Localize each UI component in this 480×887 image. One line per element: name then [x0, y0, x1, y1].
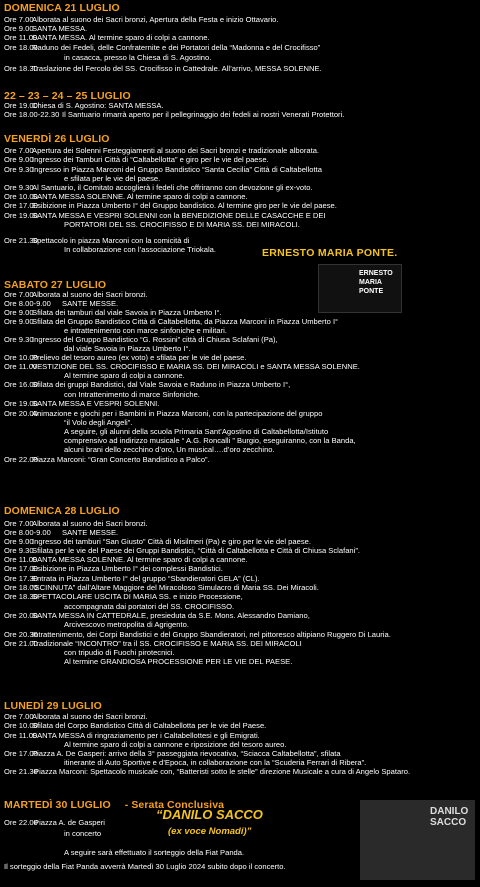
- event-description: SANTA MESSA SOLENNE. Al termine sparo di colpi a cannone.: [32, 192, 248, 201]
- time-label: Ore 9.00: [4, 537, 34, 546]
- time-label: Ore 17.00: [4, 201, 38, 210]
- program-line: [4, 308, 222, 317]
- event-description: Raduno dei Fedeli, delle Confraternite e dei Portatori della “Madonna e del Crocifisso”: [32, 43, 321, 52]
- event-description: “il Volo degli Angeli”.: [64, 418, 133, 427]
- time-label: Ore 11.00: [4, 731, 38, 740]
- program-line: [4, 15, 279, 24]
- event-description: Traslazione del Fercolo del SS. Crocifisso in Cattedrale. All’arrivo, MESSA SOLENNE.: [32, 64, 322, 73]
- program-line: [4, 245, 216, 254]
- program-line: [4, 146, 319, 155]
- event-description: Chiesa di S. Agostino: SANTA MESSA.: [32, 101, 164, 110]
- danilo-photo-caption: DANILO SACCO: [430, 806, 469, 828]
- time-label: Ore 8.00-9.00: [4, 299, 51, 308]
- event-description: Sfilata per le vie del Paese dei Gruppi Bandistici, “Città di Caltabellotta e Città di Chiusa Sclafani”.: [32, 546, 360, 555]
- event-description: “SCINNUTA” dall’Altare Maggiore del Miracoloso Simulacro di Maria SS. Dei Miracoli.: [32, 583, 319, 592]
- day-header-27: SABATO 27 LUGLIO: [4, 279, 107, 291]
- time-label: Ore 16.00: [4, 380, 38, 389]
- ernesto-photo-caption: ERNESTO MARIA PONTE: [359, 270, 393, 295]
- day-header-28: DOMENICA 28 LUGLIO: [4, 505, 120, 517]
- program-line: [4, 409, 322, 418]
- time-label: Ore 11.00: [4, 362, 38, 371]
- event-description: Esibizione in Piazza Umberto I° dei complessi Bandistici.: [32, 564, 223, 573]
- event-description: con tripudio di Fuochi pirotecnici.: [64, 648, 175, 657]
- event-description: Al Santuario, il Comitato accoglierà i fedeli che offriranno con devozione gli ex-voto.: [32, 183, 313, 192]
- time-label: Ore 19.00: [4, 399, 38, 408]
- event-description: VESTIZIONE DEL SS. CROCIFISSO E MARIA SS. DEI MIRACOLI e SANTA MESSA SOLENNE.: [32, 362, 360, 371]
- event-description: Entrata in Piazza Umberto I° del gruppo “Sbandieratori GELA” (CL).: [32, 574, 260, 583]
- program-line: [4, 712, 148, 721]
- program-line: [4, 537, 311, 546]
- event-description: e sfilata per le vie del paese.: [64, 174, 161, 183]
- time-label: Ore 9.30: [4, 335, 34, 344]
- event-description: SPETTACOLARE USCITA DI MARIA SS. e inizio Processione,: [32, 592, 243, 601]
- program-line: [4, 848, 244, 857]
- event-description: SANTA MESSA SOLENNE. Al termine sparo di colpi a cannone.: [32, 555, 248, 564]
- program-line: [4, 436, 356, 445]
- time-label: Ore 19.00: [4, 101, 38, 110]
- program-line: [4, 24, 87, 33]
- program-line: [4, 174, 160, 183]
- program-line: [4, 390, 200, 399]
- program-line: [4, 731, 260, 740]
- program-line: [4, 64, 322, 73]
- time-label: Ore 9.30: [4, 165, 34, 174]
- event-description: Il Santuario rimarrà aperto per il pellegrinaggio dei fedeli ai nostri Venerati Protettori.: [62, 110, 345, 119]
- event-description: SANTA MESSA IN CATTEDRALE, presieduta da S.E. Mons. Alessandro Damiano,: [32, 611, 310, 620]
- ernesto-photo: [318, 264, 402, 313]
- program-line: [4, 290, 148, 299]
- event-description: Piazza Marconi: “Gran Concerto Bandistico a Palco”.: [32, 455, 210, 464]
- program-line: [4, 546, 360, 555]
- program-line: [4, 299, 118, 308]
- time-label: Ore 11.00: [4, 555, 38, 564]
- event-description: SANTA MESSA di ringraziamento per i Caltabellottesi e gli Emigrati.: [32, 731, 260, 740]
- nomadi-note: (ex voce Nomadi)”: [168, 826, 252, 837]
- program-line: [4, 165, 322, 174]
- program-line: [4, 630, 391, 639]
- program-line: [4, 362, 360, 371]
- time-label: Ore 9.00: [4, 317, 34, 326]
- time-label: Ore 9.30: [4, 183, 34, 192]
- event-description: Alborata al suono dei Sacri bronzi, Apertura della Festa e inizio Ottavario.: [32, 15, 279, 24]
- event-description: Ingresso del Gruppo Bandistico “G. Rossini” città di Chiusa Sclafani (Pa),: [32, 335, 278, 344]
- event-description: Al termine GRANDIOSA PROCESSIONE PER LE VIE DEL PAESE.: [64, 657, 293, 666]
- program-line: [4, 53, 211, 62]
- event-description: Apertura dei Solenni Festeggiamenti al suono dei Sacri bronzi e tradizionale alborata.: [32, 146, 320, 155]
- time-label: Ore 17.30: [4, 574, 38, 583]
- time-label: Ore 10.00: [4, 353, 38, 362]
- event-description: A seguire sarà effettuato il sorteggio della Fiat Panda.: [64, 848, 245, 857]
- time-label: Ore 18.00: [4, 583, 38, 592]
- event-description: PORTATORI DEL SS. CROCIFISSO E DI MARIA SS. DEI MIRACOLI.: [64, 220, 300, 229]
- program-line: [4, 583, 319, 592]
- event-description: Esibizione in Piazza Umberto I° del Gruppo bandistico. Al termine giro per le vie del paese.: [32, 201, 337, 210]
- time-label: Ore 21.00: [4, 639, 38, 648]
- time-label: Ore 7.00: [4, 15, 34, 24]
- day-header-26: VENERDÌ 26 LUGLIO: [4, 133, 110, 145]
- time-label: Ore 21.30: [4, 236, 38, 245]
- program-line: [4, 201, 337, 210]
- event-description: Ingresso dei tamburi “San Giusto” Città di Misilmeri (Pa) e giro per le vie del paese.: [32, 537, 311, 546]
- program-line: [4, 749, 341, 758]
- event-description: Prelievo del tesoro aureo (ex voto) e sfilata per le vie del paese.: [32, 353, 247, 362]
- program-line: [4, 427, 328, 436]
- event-description: Intrattenimento, dei Corpi Bandistici e del Gruppo Sbandieratori, nel pittoresco altipiano Ruggero Di Lauria.: [32, 630, 391, 639]
- time-label: Ore 18.30: [4, 64, 38, 73]
- program-line: [4, 371, 185, 380]
- event-description: Sfilata dei tamburi dal viale Savoia in Piazza Umberto I°.: [32, 308, 222, 317]
- time-label: Ore 10.00: [4, 721, 38, 730]
- program-line: [4, 620, 189, 629]
- time-label: Ore 9.00: [4, 24, 34, 33]
- program-line: [4, 353, 246, 362]
- program-line: [4, 317, 338, 326]
- time-label: Ore 9.30: [4, 546, 34, 555]
- program-line: [4, 183, 313, 192]
- program-line: [4, 445, 275, 454]
- program-line: [4, 829, 101, 838]
- program-line: [4, 43, 320, 52]
- time-label: Ore 9.00: [4, 308, 34, 317]
- program-line: [4, 758, 366, 767]
- event-description: SANTA MESSA E VESPRI SOLENNI con la BENEDIZIONE DELLE CASACCHE E DEI: [32, 211, 326, 220]
- event-description: Sfilata del Gruppo Bandistico Città di Caltabellotta, da Piazza Marconi in Piazza Umberto I°: [32, 317, 339, 326]
- program-line: [4, 862, 286, 871]
- program-line: [4, 335, 278, 344]
- event-description: in casacca, presso la Chiesa di S. Agostino.: [64, 53, 212, 62]
- event-description: itinerante di Auto Sportive e d’Epoca, in collaborazione con la “Scuderia Ferrari di Ribera”.: [64, 758, 367, 767]
- event-description: Sfilata dei gruppi Bandistici, dal Viale Savoia e Raduno in Piazza Umberto I°,: [32, 380, 291, 389]
- time-label: Ore 19.00: [4, 211, 38, 220]
- event-description: Al termine sparo di colpi a cannone.: [64, 371, 185, 380]
- program-line: [4, 455, 210, 464]
- time-label: Ore 11.00: [4, 33, 38, 42]
- time-label: Ore 18.00-22.30: [4, 110, 60, 119]
- ernesto-name: ERNESTO MARIA PONTE.: [262, 247, 398, 259]
- event-description: Piazza A. De Gasperi: arrivo della 3° passeggiata rievocativa, “Sciacca Caltabellotta”, sfilata: [32, 749, 341, 758]
- time-label: Ore 20.30: [4, 630, 38, 639]
- time-label: Ore 20.00: [4, 611, 38, 620]
- day-header-30: MARTEDÌ 30 LUGLIO - Serata Conclusiva: [4, 799, 225, 811]
- time-label: Ore 8.00-9.00: [4, 528, 51, 537]
- program-line: [4, 399, 159, 408]
- program-line: [4, 740, 286, 749]
- time-label: Ore 7.00: [4, 290, 34, 299]
- event-description: Ingresso in Piazza Marconi del Gruppo Bandistico “Santa Cecilia” Città di Caltabellotta: [32, 165, 322, 174]
- day-header-21: DOMENICA 21 LUGLIO: [4, 2, 120, 14]
- program-line: [4, 648, 175, 657]
- time-label: Ore 18.00: [4, 43, 38, 52]
- time-label: Ore 10.00: [4, 192, 38, 201]
- program-line: [4, 236, 189, 245]
- event-description: Piazza Marconi: Spettacolo musicale con, “Batteristi sotto le stelle” direzione Musicale a cura di Angelo Spataro.: [34, 767, 411, 776]
- event-description: Al termine sparo di colpi a cannone e riposizione del tesoro aureo.: [64, 740, 287, 749]
- day-header-22-25: 22 – 23 – 24 – 25 LUGLIO: [4, 90, 131, 102]
- program-line: [4, 528, 118, 537]
- event-description: Sfilata del Corpo Bandistico Città di Caltabellotta per le vie del Paese.: [32, 721, 267, 730]
- event-description: Alborata al suono dei Sacri bronzi.: [32, 712, 148, 721]
- event-description: SANTE MESSE.: [62, 299, 119, 308]
- time-label: Ore 22.00: [4, 455, 38, 464]
- program-line: [4, 211, 326, 220]
- program-line: [4, 220, 300, 229]
- event-description: Animazione e giochi per i Bambini in Piazza Marconi, con la partecipazione del gruppo: [32, 409, 323, 418]
- event-description: con Intrattenimento di marce Sinfoniche.: [64, 390, 200, 399]
- danilo-name: “DANILO SACCO: [156, 807, 263, 822]
- program-line: [4, 344, 191, 353]
- event-description: accompagnata dai portatori del SS. CROCIFISSO.: [64, 602, 235, 611]
- program-line: [4, 519, 148, 528]
- event-description: SANTA MESSA. Al termine sparo di colpi a cannone.: [32, 33, 210, 42]
- event-description: Ingresso dei Tamburi Città di “Caltabellotta” e giro per le vie del paese.: [32, 155, 269, 164]
- program-line: [4, 767, 410, 776]
- time-label: Ore 7.00: [4, 519, 34, 528]
- program-line: [4, 555, 248, 564]
- event-description: comprensivo ad indirizzo musicale “ A.G. Roncalli ” Burgio, eseguiranno, con la Banda,: [64, 436, 356, 445]
- time-label: Ore 20.00: [4, 409, 38, 418]
- time-label: Ore 17.00: [4, 749, 38, 758]
- event-description: Tradizionale “INCONTRO” tra il SS. CROCIFISSO E MARIA SS. DEI MIRACOLI: [32, 639, 302, 648]
- day-header-29: LUNEDÌ 29 LUGLIO: [4, 700, 102, 712]
- time-label: Ore 22.00: [4, 818, 38, 827]
- program-line: [4, 101, 164, 110]
- event-description: Alborata al suono dei Sacri bronzi.: [32, 519, 148, 528]
- program-line: [4, 592, 243, 601]
- event-description: SANTE MESSE.: [62, 528, 119, 537]
- event-description: SANTA MESSA.: [32, 24, 88, 33]
- program-line: [4, 192, 248, 201]
- program-line: [4, 574, 260, 583]
- event-description: in concerto: [64, 829, 102, 838]
- event-description: alcuni brani dello zecchino d’oro, Un musical….d’oro zecchino.: [64, 445, 275, 454]
- time-label: Ore 9.00: [4, 155, 34, 164]
- program-line: [4, 155, 269, 164]
- time-label: Ore 7.00: [4, 146, 34, 155]
- time-label: Ore 7.00: [4, 712, 34, 721]
- time-label: Ore 18.30: [4, 592, 38, 601]
- event-description: SANTA MESSA E VESPRI SOLENNI.: [32, 399, 160, 408]
- time-label: Ore 17.00: [4, 564, 38, 573]
- event-description: Piazza A. de Gasperi: [34, 818, 105, 827]
- program-line: [4, 602, 234, 611]
- program-line: [4, 564, 223, 573]
- event-description: Arcivescovo metropolita di Agrigento.: [64, 620, 189, 629]
- event-description: A seguire, gli alunni della scuola Primaria Sant’Agostino di Caltabellotta/Istituto: [64, 427, 329, 436]
- event-description: Spettacolo in piazza Marconi con la comicità di: [32, 236, 190, 245]
- program-line: [4, 818, 105, 827]
- event-description: Il sorteggio della Fiat Panda avverrà Martedì 30 Luglio 2024 subito dopo il concerto.: [4, 862, 286, 871]
- program-line: [4, 380, 290, 389]
- program-line: [4, 418, 132, 427]
- program-line: [4, 326, 227, 335]
- program-line: [4, 110, 344, 119]
- danilo-photo: [360, 800, 475, 880]
- program-line: [4, 721, 266, 730]
- event-description: In collaborazione con l’associazione Triokala.: [64, 245, 216, 254]
- program-line: [4, 639, 302, 648]
- event-description: Alborata al suono dei Sacri bronzi.: [32, 290, 148, 299]
- event-description: dal viale Savoia in Piazza Umberto I°.: [64, 344, 191, 353]
- program-line: [4, 657, 292, 666]
- program-line: [4, 611, 310, 620]
- program-line: [4, 33, 210, 42]
- event-description: e intrattenimento con marce sinfoniche e militari.: [64, 326, 227, 335]
- time-label: Ore 21.30: [4, 767, 38, 776]
